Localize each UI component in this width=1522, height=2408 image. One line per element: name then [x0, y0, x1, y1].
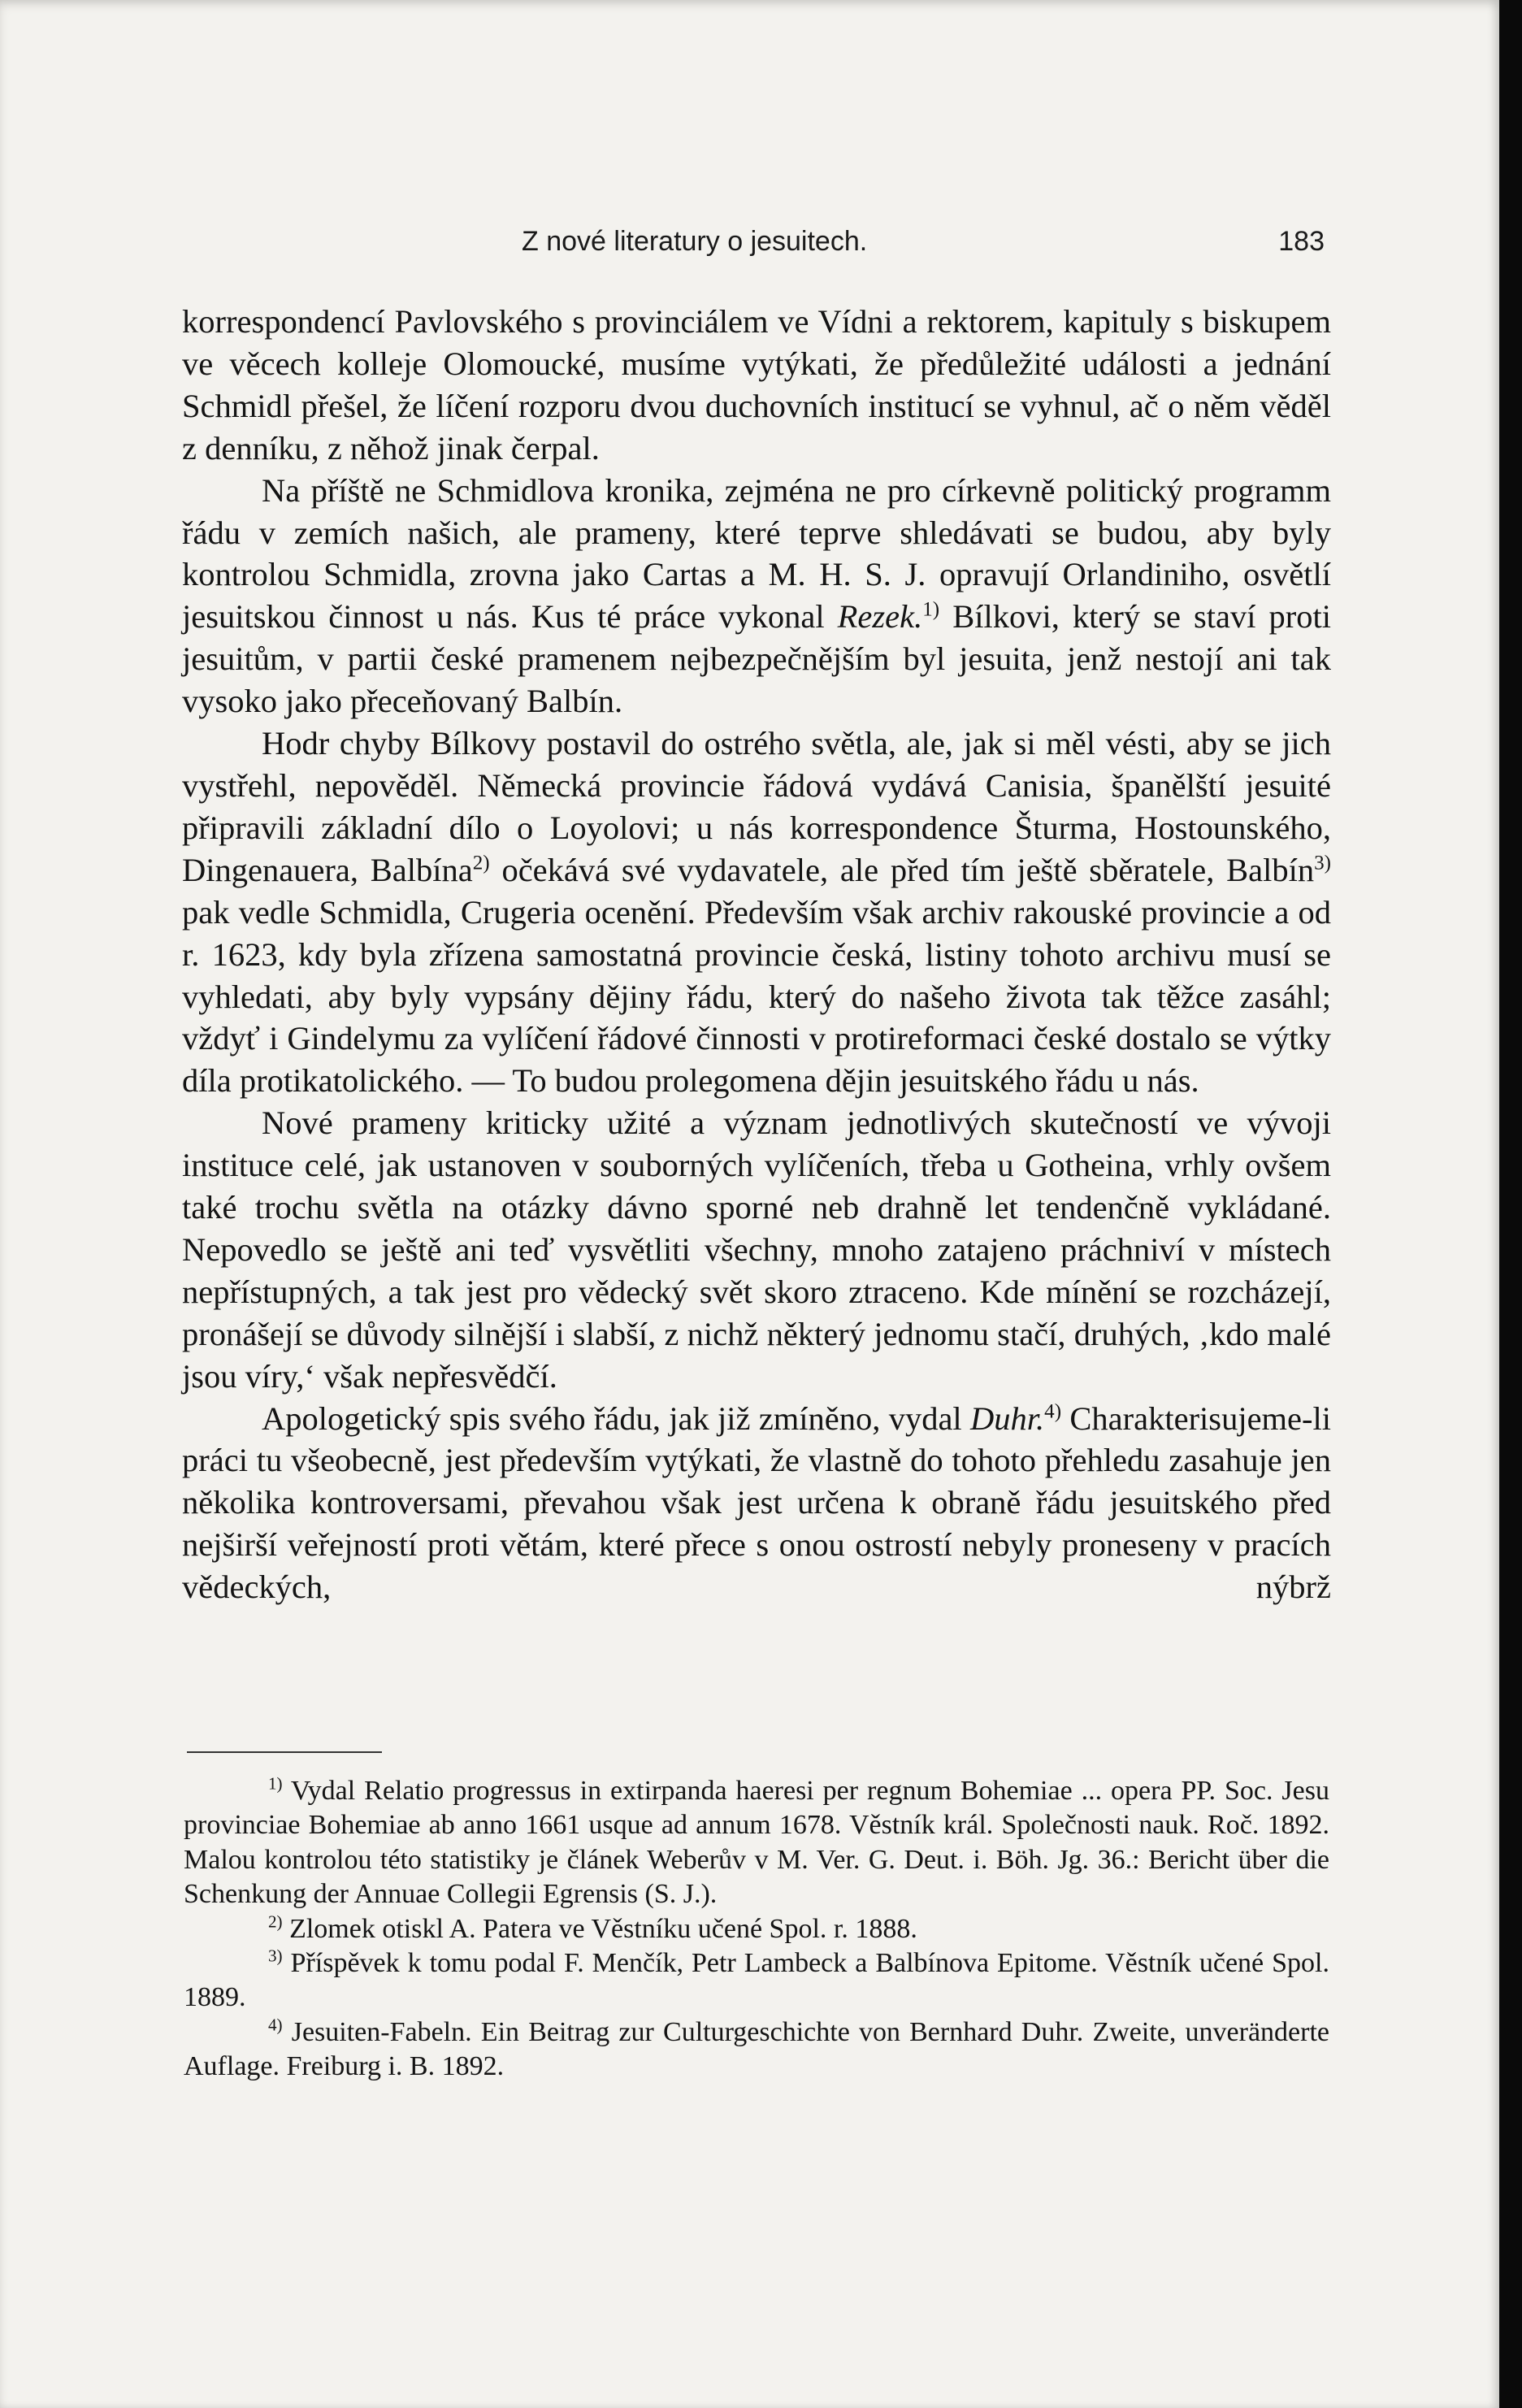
- footnote-2: [184, 1912, 1329, 1946]
- paragraph-5-text-b: Charakterisujeme-li práci tu všeobecně, jest především vytýkati, že vlastně do tohoto přehledu zasahuje jen několika kontroversami, převahou však jest určena k obraně řádu jesuitského před nejširší veřejností proti větám, které přece s onou ostrostí nebyly proneseny v pracích vědeckých, nýbrž: [182, 1399, 1332, 1606]
- footnote-text: Zlomek otiskl A. Patera ve Věstníku učené Spol. r. 1888.: [289, 1913, 917, 1944]
- footnote-4: [184, 2015, 1329, 2085]
- page-number: 183: [1278, 226, 1325, 257]
- paragraph-4: Nové prameny kriticky užité a význam jednotlivých skutečností ve vývoji instituce celé, jak ustanoven v souborných vylíčeních, třeba u Gotheina, vrhly ovšem také trochu světla na otázky dávno sporné neb drahně let tendenčně vykládané. Nepovedlo se ještě ani teď vysvětliti všechny, mnoho zatajeno práchniví v místech nepřístupných, a tak jest pro vědecký svět skoro ztraceno. Kde mínění se rozcházejí, pronášejí se důvody silnější i slabší, z nichž některý jednomu stačí, druhých, ‚kdo malé jsou víry,‘ však nepřesvědčí.: [182, 1104, 1331, 1395]
- footnote-text: Jesuiten-Fabeln. Ein Beitrag zur Culturgeschichte von Bernhard Duhr. Zweite, unveränderte Auflage. Freiburg i. B. 1892.: [184, 2016, 1329, 2082]
- paragraph-2-text-b: Bílkovi, který se staví proti jesuitům, v partii české pramenem nejbezpečnějším byl jesuita, jenž nestojí ani tak vysoko jako přeceňovaný Balbín.: [182, 598, 1332, 720]
- paragraph-3-text-a: Hodr chyby Bílkovy postavil do ostrého světla, ale, jak si měl vésti, aby se jich vystřehl, nepověděl. Německá provincie řádová vydává Canisia, španělští jesuité připravili základní dílo o Loyolovi; u nás korrespondence Šturma, Hostounského, Dingenauera, Balbína: [182, 725, 1331, 888]
- paragraph-3: [182, 722, 1331, 1102]
- paragraph-3-text-c: pak vedle Schmidla, Crugeria ocenění. Především však archiv rakouské provincie a od r. 1623, kdy byla zřízena samostatná provincie česká, listiny tohoto archivu musí se vyhledati, aby byly vypsány dějiny řádu, který do našeho života tak těžce zasáhl; vždyť i Gindelymu za vylíčení řádové činnosti v protireformaci české dostalo se výtky díla protikatolického. — To budou prolegomena dějin jesuitského řádu u nás.: [182, 893, 1331, 1100]
- footnote-ref-4[interactable]: 4): [1044, 1400, 1062, 1423]
- author-rezek: Rezek.: [837, 598, 923, 636]
- paragraph-1: korrespondencí Pavlovského s provinciálem ve Vídni a rektorem, kapituly s biskupem ve věcech kolleje Olomoucké, musíme vytýkati, že předůležité události a jednání Schmidl přešel, že líčení rozporu dvou duchovních institucí se vyhnul, ač o něm věděl z denníku, z něhož jinak čerpal.: [182, 303, 1331, 466]
- paragraph-3-text-b: očekává své vydavatele, ale před tím ještě sběratele, Balbín: [501, 851, 1315, 888]
- footnote-mark: 4): [268, 2015, 283, 2035]
- footnote-ref-3[interactable]: 3): [1314, 852, 1332, 874]
- footnote-mark: 3): [268, 1946, 283, 1966]
- main-text: [182, 301, 1331, 1608]
- footnote-1: [184, 1774, 1329, 1912]
- footnote-text: Příspěvek k tomu podal F. Menčík, Petr Lambeck a Balbínova Epitome. Věstník učené Spol. 1889.: [184, 1948, 1329, 2013]
- footnote-ref-1[interactable]: 1): [922, 598, 940, 621]
- running-title: Z nové literatury o jesuitech.: [522, 226, 868, 257]
- footnote-ref-2[interactable]: 2): [472, 852, 490, 874]
- author-duhr: Duhr.: [970, 1399, 1045, 1437]
- paragraph-5: [182, 1398, 1331, 1609]
- footnote-3: [184, 1946, 1329, 2015]
- paragraph-2-text-a: Na příště ne Schmidlova kronika, zejména ne pro církevně politický programm řádu v zemích našich, ale prameny, které teprve shledávati se budou, aby byly kontrolou Schmidla, zrovna jako Cartas a M. H. S. J. opravují Orlandiniho, osvětlí jesuitskou činnost u nás. Kus té práce vykonal: [182, 471, 1331, 636]
- footnote-divider: [187, 1751, 382, 1753]
- footnote-mark: 2): [268, 1911, 283, 1932]
- paragraph-5-text-a: Apologetický spis svého řádu, jak již zmíněno, vydal: [262, 1399, 962, 1437]
- paragraph-2: [182, 470, 1331, 722]
- running-header: [187, 226, 1325, 267]
- footnote-mark: 1): [268, 1773, 283, 1794]
- footnotes: [184, 1774, 1329, 2085]
- footnote-text: Vydal Relatio progressus in extirpanda haeresi per regnum Bohemiae ... opera PP. Soc. Jesu provinciae Bohemiae ab anno 1661 usque ad annum 1678. Věstník král. Společnosti nauk. Roč. 1892. Malou kontrolou této statistiky je článek Weberův v M. Ver. G. Deut. i. Böh. Jg. 36.: Bericht über die Schenkung der Annuae Collegii Egrensis (S. J.).: [184, 1776, 1329, 1910]
